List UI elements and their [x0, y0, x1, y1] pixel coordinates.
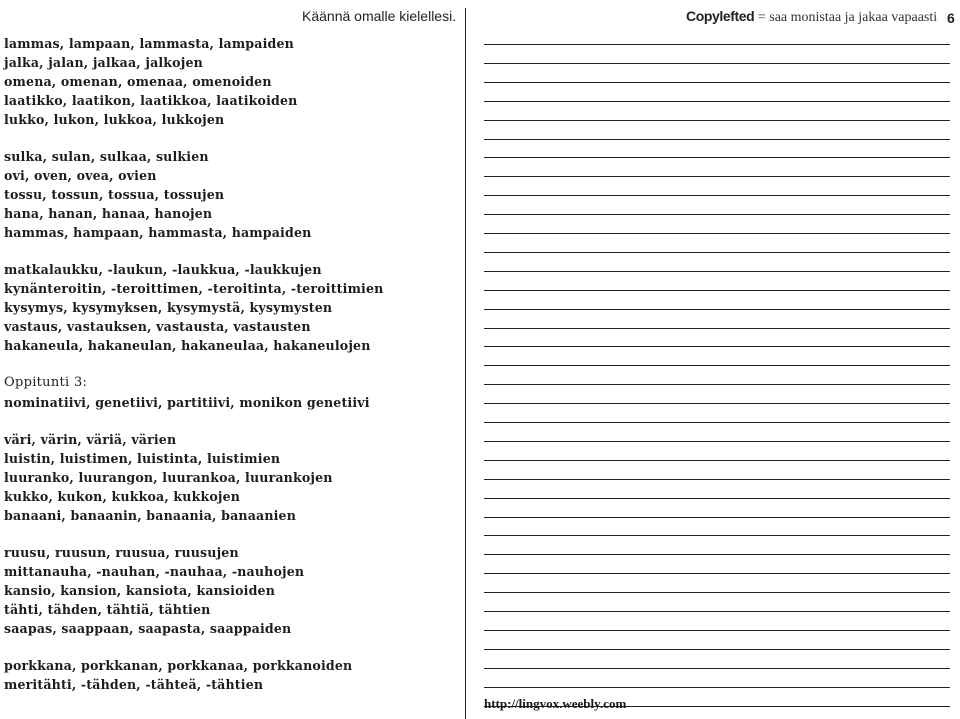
writing-line: [484, 82, 950, 83]
writing-line: [484, 214, 950, 215]
writing-line: [484, 309, 950, 310]
writing-line: [484, 328, 950, 329]
writing-line: [484, 668, 950, 669]
writing-line: [484, 157, 950, 158]
copyleft-text: = saa monistaa ja jakaa vapaasti: [754, 10, 938, 25]
page-number: 6: [947, 10, 955, 26]
column-divider: [465, 8, 466, 719]
copyleft-label: Copylefted: [686, 8, 755, 24]
vocabulary-line: meritähti, -tähden, -tähteä, -tähtien: [4, 677, 264, 692]
writing-line: [484, 365, 950, 366]
writing-line: [484, 101, 950, 102]
copyleft-notice: [686, 8, 937, 26]
vocabulary-line: tähti, tähden, tähtiä, tähtien: [4, 602, 211, 617]
writing-line: [484, 120, 950, 121]
vocabulary-line: hana, hanan, hanaa, hanojen: [4, 206, 213, 221]
vocabulary-line: tossu, tossun, tossua, tossujen: [4, 187, 225, 202]
writing-line: [484, 252, 950, 253]
writing-line: [484, 44, 950, 45]
vocabulary-line: kynänteroitin, -teroittimen, -teroitinta, -teroittimien: [4, 281, 384, 296]
vocabulary-line: kansio, kansion, kansiota, kansioiden: [4, 583, 276, 598]
footer-url: http://lingvox.weebly.com: [484, 696, 627, 711]
lesson-heading: Oppitunti 3:: [4, 375, 88, 390]
writing-line: [484, 630, 950, 631]
instruction-text: Käännä omalle kielellesi.: [302, 8, 457, 24]
vocabulary-line: luuranko, luurangon, luurankoa, luurankojen: [4, 470, 333, 485]
writing-line: [484, 422, 950, 423]
writing-line: [484, 498, 950, 499]
writing-line: [484, 441, 950, 442]
vocabulary-line: väri, värin, väriä, värien: [4, 432, 177, 447]
writing-line: [484, 195, 950, 196]
writing-line: [484, 346, 950, 347]
vocabulary-line: lammas, lampaan, lammasta, lampaiden: [4, 36, 294, 51]
vocabulary-line: omena, omenan, omenaa, omenoiden: [4, 74, 272, 89]
writing-line: [484, 271, 950, 272]
writing-line: [484, 687, 950, 688]
writing-line: [484, 554, 950, 555]
writing-line: [484, 649, 950, 650]
writing-line: [484, 573, 950, 574]
vocabulary-line: banaani, banaanin, banaania, banaanien: [4, 508, 297, 523]
vocabulary-line: ruusu, ruusun, ruusua, ruusujen: [4, 545, 239, 560]
vocabulary-line: matkalaukku, -laukun, -laukkua, -laukkujen: [4, 262, 322, 277]
writing-line: [484, 535, 950, 536]
vocabulary-line: saapas, saappaan, saapasta, saappaiden: [4, 621, 292, 636]
vocabulary-line: laatikko, laatikon, laatikkoa, laatikoiden: [4, 93, 298, 108]
writing-line: [484, 592, 950, 593]
vocabulary-line: ovi, oven, ovea, ovien: [4, 168, 157, 183]
vocabulary-line: mittanauha, -nauhan, -nauhaa, -nauhojen: [4, 564, 305, 579]
vocabulary-line: vastaus, vastauksen, vastausta, vastausten: [4, 319, 311, 334]
vocabulary-line: lukko, lukon, lukkoa, lukkojen: [4, 112, 225, 127]
vocabulary-line: kukko, kukon, kukkoa, kukkojen: [4, 489, 241, 504]
writing-line: [484, 290, 950, 291]
vocabulary-line: hammas, hampaan, hammasta, hampaiden: [4, 225, 312, 240]
writing-line: [484, 63, 950, 64]
vocabulary-line: hakaneula, hakaneulan, hakaneulaa, hakaneulojen: [4, 338, 371, 353]
vocabulary-line: luistin, luistimen, luistinta, luistimien: [4, 451, 281, 466]
writing-line: [484, 176, 950, 177]
vocabulary-line: jalka, jalan, jalkaa, jalkojen: [4, 55, 203, 70]
writing-line: [484, 233, 950, 234]
writing-line: [484, 139, 950, 140]
writing-line: [484, 384, 950, 385]
writing-line: [484, 611, 950, 612]
vocabulary-column: [4, 0, 464, 719]
vocabulary-line: porkkana, porkkanan, porkkanaa, porkkanoiden: [4, 658, 353, 673]
vocabulary-line: nominatiivi, genetiivi, partitiivi, monikon genetiivi: [4, 395, 370, 410]
vocabulary-line: sulka, sulan, sulkaa, sulkien: [4, 149, 209, 164]
writing-line: [484, 517, 950, 518]
writing-line: [484, 403, 950, 404]
vocabulary-line: kysymys, kysymyksen, kysymystä, kysymysten: [4, 300, 333, 315]
writing-line: [484, 460, 950, 461]
writing-line: [484, 479, 950, 480]
